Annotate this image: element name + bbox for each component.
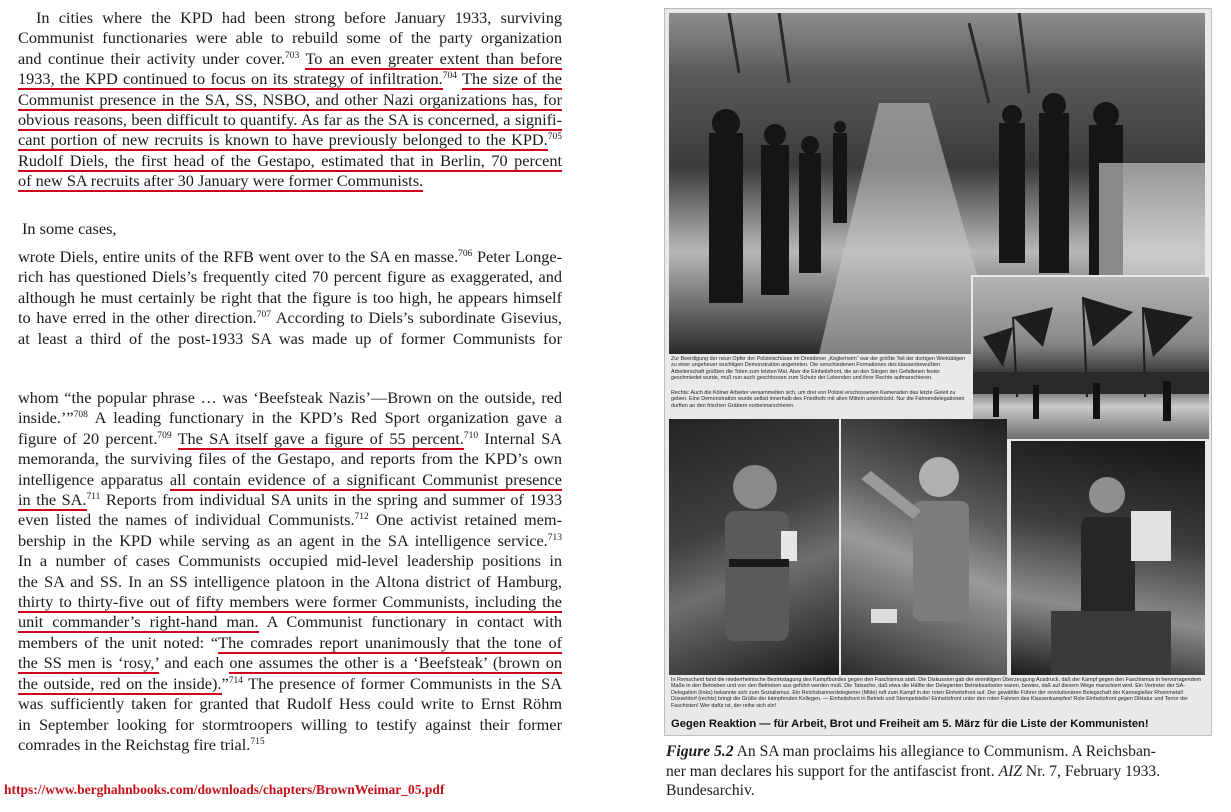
text-line bbox=[18, 329, 562, 349]
highlighted-text: The SA itself gave a figure of 55 percent. bbox=[177, 428, 464, 448]
highlighted-text: the outside, red on the inside). bbox=[18, 673, 222, 693]
text-segment: A leading functionary in the KPD’s Red Sport organization gave a bbox=[87, 408, 562, 428]
text-line bbox=[18, 633, 562, 653]
text-segment: even listed the names of individual Communists. bbox=[18, 510, 355, 530]
text-segment: and continue their activity under cover. bbox=[18, 48, 286, 68]
text-line bbox=[18, 110, 562, 130]
text-segment: whom “the popular phrase … was ‘Beefsteak Nazis’—Brown on the outside, red bbox=[18, 388, 562, 407]
text-segment: members of the unit noted: “ bbox=[18, 632, 219, 652]
text-line bbox=[18, 388, 562, 408]
text-line bbox=[18, 490, 562, 510]
text-segment: In cities where the KPD had been strong before January 1933, surviving bbox=[36, 8, 562, 27]
text-segment: The presence of former Communists in the SA bbox=[243, 673, 562, 693]
caption-text: Nr. 7, February 1933. bbox=[1021, 762, 1161, 780]
highlighted-text: cant portion of new recruits is known to have previously belonged to the KPD. bbox=[18, 130, 548, 150]
highlighted-text: obvious reasons, been difficult to quantify. As far as the SA is concerned, a signifi- bbox=[18, 110, 562, 130]
highlighted-text: in the SA. bbox=[18, 490, 87, 510]
text-line bbox=[18, 551, 562, 571]
text-line bbox=[18, 408, 562, 428]
footnote-ref: 705 bbox=[547, 132, 562, 143]
text-line bbox=[18, 28, 562, 48]
text-line bbox=[18, 653, 562, 673]
highlighted-text: To an even greater extent than before bbox=[305, 48, 562, 68]
text-segment: Communist functionaries were able to rebuild some of the party organization bbox=[18, 28, 562, 48]
text-line bbox=[18, 49, 562, 69]
sa-man-photo bbox=[669, 419, 839, 675]
text-line bbox=[18, 130, 562, 150]
paragraph-kpd-infiltration bbox=[18, 8, 562, 192]
text-line bbox=[18, 151, 562, 171]
photo-caption-cologne: Rechts: Auch die Kölner Arbeiter versammelten sich, um drei von Polizei erschossenen Kameraden das letzte Geleit zu geben. Eine Demonstration wurde selbst innerhalb des Friedhofs mit allen Mitteln unterdrückt. Nur die Fahnendelegationen durften an den frischen Gräbern vorbeimarschieren. bbox=[671, 390, 965, 409]
caption-text: An SA man proclaims his allegiance to Communism. A Reichsban- bbox=[733, 743, 1156, 760]
text-line bbox=[18, 735, 562, 755]
text-segment: rich has questioned Diels’s frequently cited 70 percent figure as exaggerated, and bbox=[18, 267, 562, 287]
text-segment: Internal SA bbox=[478, 428, 563, 448]
text-line bbox=[18, 612, 562, 632]
text-line bbox=[18, 288, 562, 308]
footnote-ref: 704 bbox=[442, 71, 457, 82]
highlighted-text: unit commander’s right-hand man. bbox=[18, 612, 259, 632]
text-line bbox=[18, 90, 562, 110]
caption-source-title: AIZ bbox=[998, 762, 1022, 780]
footnote-ref: 714 bbox=[228, 675, 243, 686]
footnote-ref: 707 bbox=[256, 310, 271, 321]
highlighted-text: of new SA recruits after 30 January were former Communists. bbox=[18, 171, 424, 191]
text-segment: in September looking for stormtroopers willing to testify against their former bbox=[18, 714, 562, 734]
text-segment: wrote Diels, entire units of the RFB went over to the SA en masse. bbox=[18, 247, 459, 266]
footnote-ref: 706 bbox=[458, 249, 473, 259]
highlighted-text: Rudolf Diels, the first head of the Gestapo, estimated that in Berlin, 70 percent bbox=[18, 150, 562, 170]
text-segment: was sufficiently taken for granted that Rudolf Hess could write to Ernst Röhm bbox=[18, 694, 562, 714]
text-line bbox=[18, 572, 562, 592]
text-segment: memoranda, the surviving files of the Gestapo, and reports from the KPD’s own bbox=[18, 449, 562, 469]
caption-text: Bundesarchiv. bbox=[666, 782, 755, 799]
figure-slogan: Gegen Reaktion — für Arbeit, Brot und Freiheit am 5. März für die Liste der Kommunisten! bbox=[671, 718, 1149, 730]
footnote-ref: 710 bbox=[463, 430, 479, 441]
text-segment: bership in the KPD while serving as an agent in the SA intelligence service. bbox=[18, 530, 548, 550]
text-line bbox=[18, 715, 562, 735]
text-line: In some cases, bbox=[22, 219, 117, 238]
figure-5-2-page-scan bbox=[664, 8, 1212, 736]
footnote-ref: 715 bbox=[250, 736, 265, 747]
reichsbanner-speaker-photo bbox=[841, 419, 1007, 675]
text-line bbox=[18, 247, 562, 267]
highlighted-text: 1933, the KPD continued to focus on its strategy of infiltration. bbox=[18, 69, 443, 89]
text-segment: at least a third of the post-1933 SA was made up of former Communists for bbox=[18, 328, 562, 348]
highlighted-text: thirty to thirty-five out of fifty members were former Communists, including the bbox=[18, 592, 562, 612]
footnote-ref: 708 bbox=[73, 410, 88, 421]
text-segment: although he must certainly be right that the figure is too high, he appears himself bbox=[18, 287, 562, 307]
text-line bbox=[18, 308, 562, 328]
source-url-link[interactable]: https://www.berghahnbooks.com/downloads/chapters/BrownWeimar_05.pdf bbox=[4, 782, 445, 797]
text-line bbox=[18, 592, 562, 612]
highlighted-text: The size of the bbox=[462, 69, 562, 89]
highlighted-text: Communist presence in the SA, SS, NSBO, and other Nazi organizations has, for bbox=[18, 89, 562, 109]
text-segment: According to Diels’s subordinate Gisevius, bbox=[270, 308, 563, 328]
text-line bbox=[18, 674, 562, 694]
paragraph-in-some-cases bbox=[18, 219, 562, 239]
text-segment: comrades in the Reichstag fire trial. bbox=[18, 734, 251, 754]
text-segment: Peter Longe- bbox=[472, 247, 562, 266]
footnote-ref: 703 bbox=[285, 50, 300, 61]
text-segment: Reports from individual SA units in the spring and summer of 1933 bbox=[100, 490, 562, 510]
text-segment: intelligence apparatus bbox=[18, 469, 170, 489]
text-segment: A Communist functionary in contact with bbox=[258, 612, 562, 632]
paragraph-diels-estimate bbox=[18, 247, 562, 349]
figure-label: Figure 5.2 bbox=[666, 743, 734, 760]
text-line bbox=[18, 8, 562, 28]
highlighted-text: all contain evidence of a significant Communist presence bbox=[169, 469, 562, 489]
footnote-ref: 712 bbox=[354, 512, 369, 523]
footnote-ref: 713 bbox=[547, 532, 562, 543]
text-segment: to have erred in the other direction. bbox=[18, 308, 257, 328]
text-line bbox=[18, 531, 562, 551]
text-line bbox=[18, 694, 562, 714]
text-segment: In a number of cases Communists occupied mid-level leadership positions in bbox=[18, 551, 562, 571]
text-segment bbox=[172, 429, 178, 448]
footnote-ref: 709 bbox=[157, 430, 172, 441]
text-line bbox=[18, 429, 562, 449]
text-line bbox=[18, 171, 562, 191]
text-segment: inside.’” bbox=[18, 408, 74, 428]
text-segment: figure of 20 percent. bbox=[18, 428, 158, 448]
paragraph-beefsteak-nazis bbox=[18, 388, 562, 755]
text-segment: and each bbox=[158, 653, 230, 673]
highlighted-text: one assumes the other is a ‘Beefsteak’ (brown on bbox=[229, 653, 562, 673]
footnote-ref: 711 bbox=[86, 492, 101, 503]
podium-speaker-photo bbox=[1011, 441, 1205, 675]
photo-caption-remscheid: In Remscheid fand die niederrheinische Bezirkstagung des Kampfbundes gegen den Faschismus statt. Die Diskussion gab der einmiitigen Überzeugung Ausdruck, daß der Kampf gegen den Faschismus in hervorragendem Maße in den Betrieben und von den Betrieben aus geführt werden muß. Die Tatsache, daß etwa die Hälfte der Delegierten Betriebsarbeiter waren, bewies, daß auf diesem Wege marschiert wird. Ein Vertreter der SA-Delegation (links) bekannte sich zum Sozialismus. Ein Reichsbannerdelegierter (Mitte) ruft zum Kampf in der roten Einheitsfront auf. Der gewählte Führer der revolutionären Belegschaft der Kannegießer Rheinmetall Düsseldorf (rechts) bringt die Grüße der kämpfenden Kollegen. — Einheitsfront in Betrieb und Stempelstelle! Einheitsfront unter den roten Fahnen des Klassenkampfes! Rote Einheitsfront gegen Diktatur und Terror der Faschisten! Wer dafür ist, der reihe sich ein! bbox=[671, 677, 1202, 709]
photo-caption-dresden: Zur Beerdigung der neun Opfer der Polizeischüsse im Dresdener „Keglerheim“ war der größte Teil der dortigen Werktätigen zu einer ungeheuer wuchtigen Demonstration angetreten. Die verschiedenen Formationen des klassenbewußten Arbeiterschaft grüßten die Toten zum letzten Mal. Aber die Einheitsfront, die an den Särgen der Gefallenen fester geschmiedet wurde, muß nun auch geschlossen zum Schutz der Lebenden und ihrer Rechte aufmarschieren. bbox=[671, 356, 966, 382]
text-line bbox=[18, 470, 562, 490]
text-segment: One activist retained mem- bbox=[368, 510, 562, 530]
highlighted-text: the SS men is ‘rosy,’ bbox=[18, 653, 159, 673]
text-line bbox=[18, 510, 562, 530]
highlighted-text: The comrades report unanimously that the tone of bbox=[218, 632, 563, 652]
text-line bbox=[18, 69, 562, 89]
text-line bbox=[18, 267, 562, 287]
flags-funeral-photo bbox=[971, 275, 1211, 441]
figure-caption bbox=[666, 742, 1212, 801]
text-line bbox=[18, 449, 562, 469]
caption-text: ner man declares his support for the antifascist front. bbox=[666, 762, 999, 780]
text-segment: ” bbox=[221, 673, 229, 693]
text-segment: the SA and SS. In an SS intelligence platoon in the Altona district of Hamburg, bbox=[18, 571, 562, 591]
